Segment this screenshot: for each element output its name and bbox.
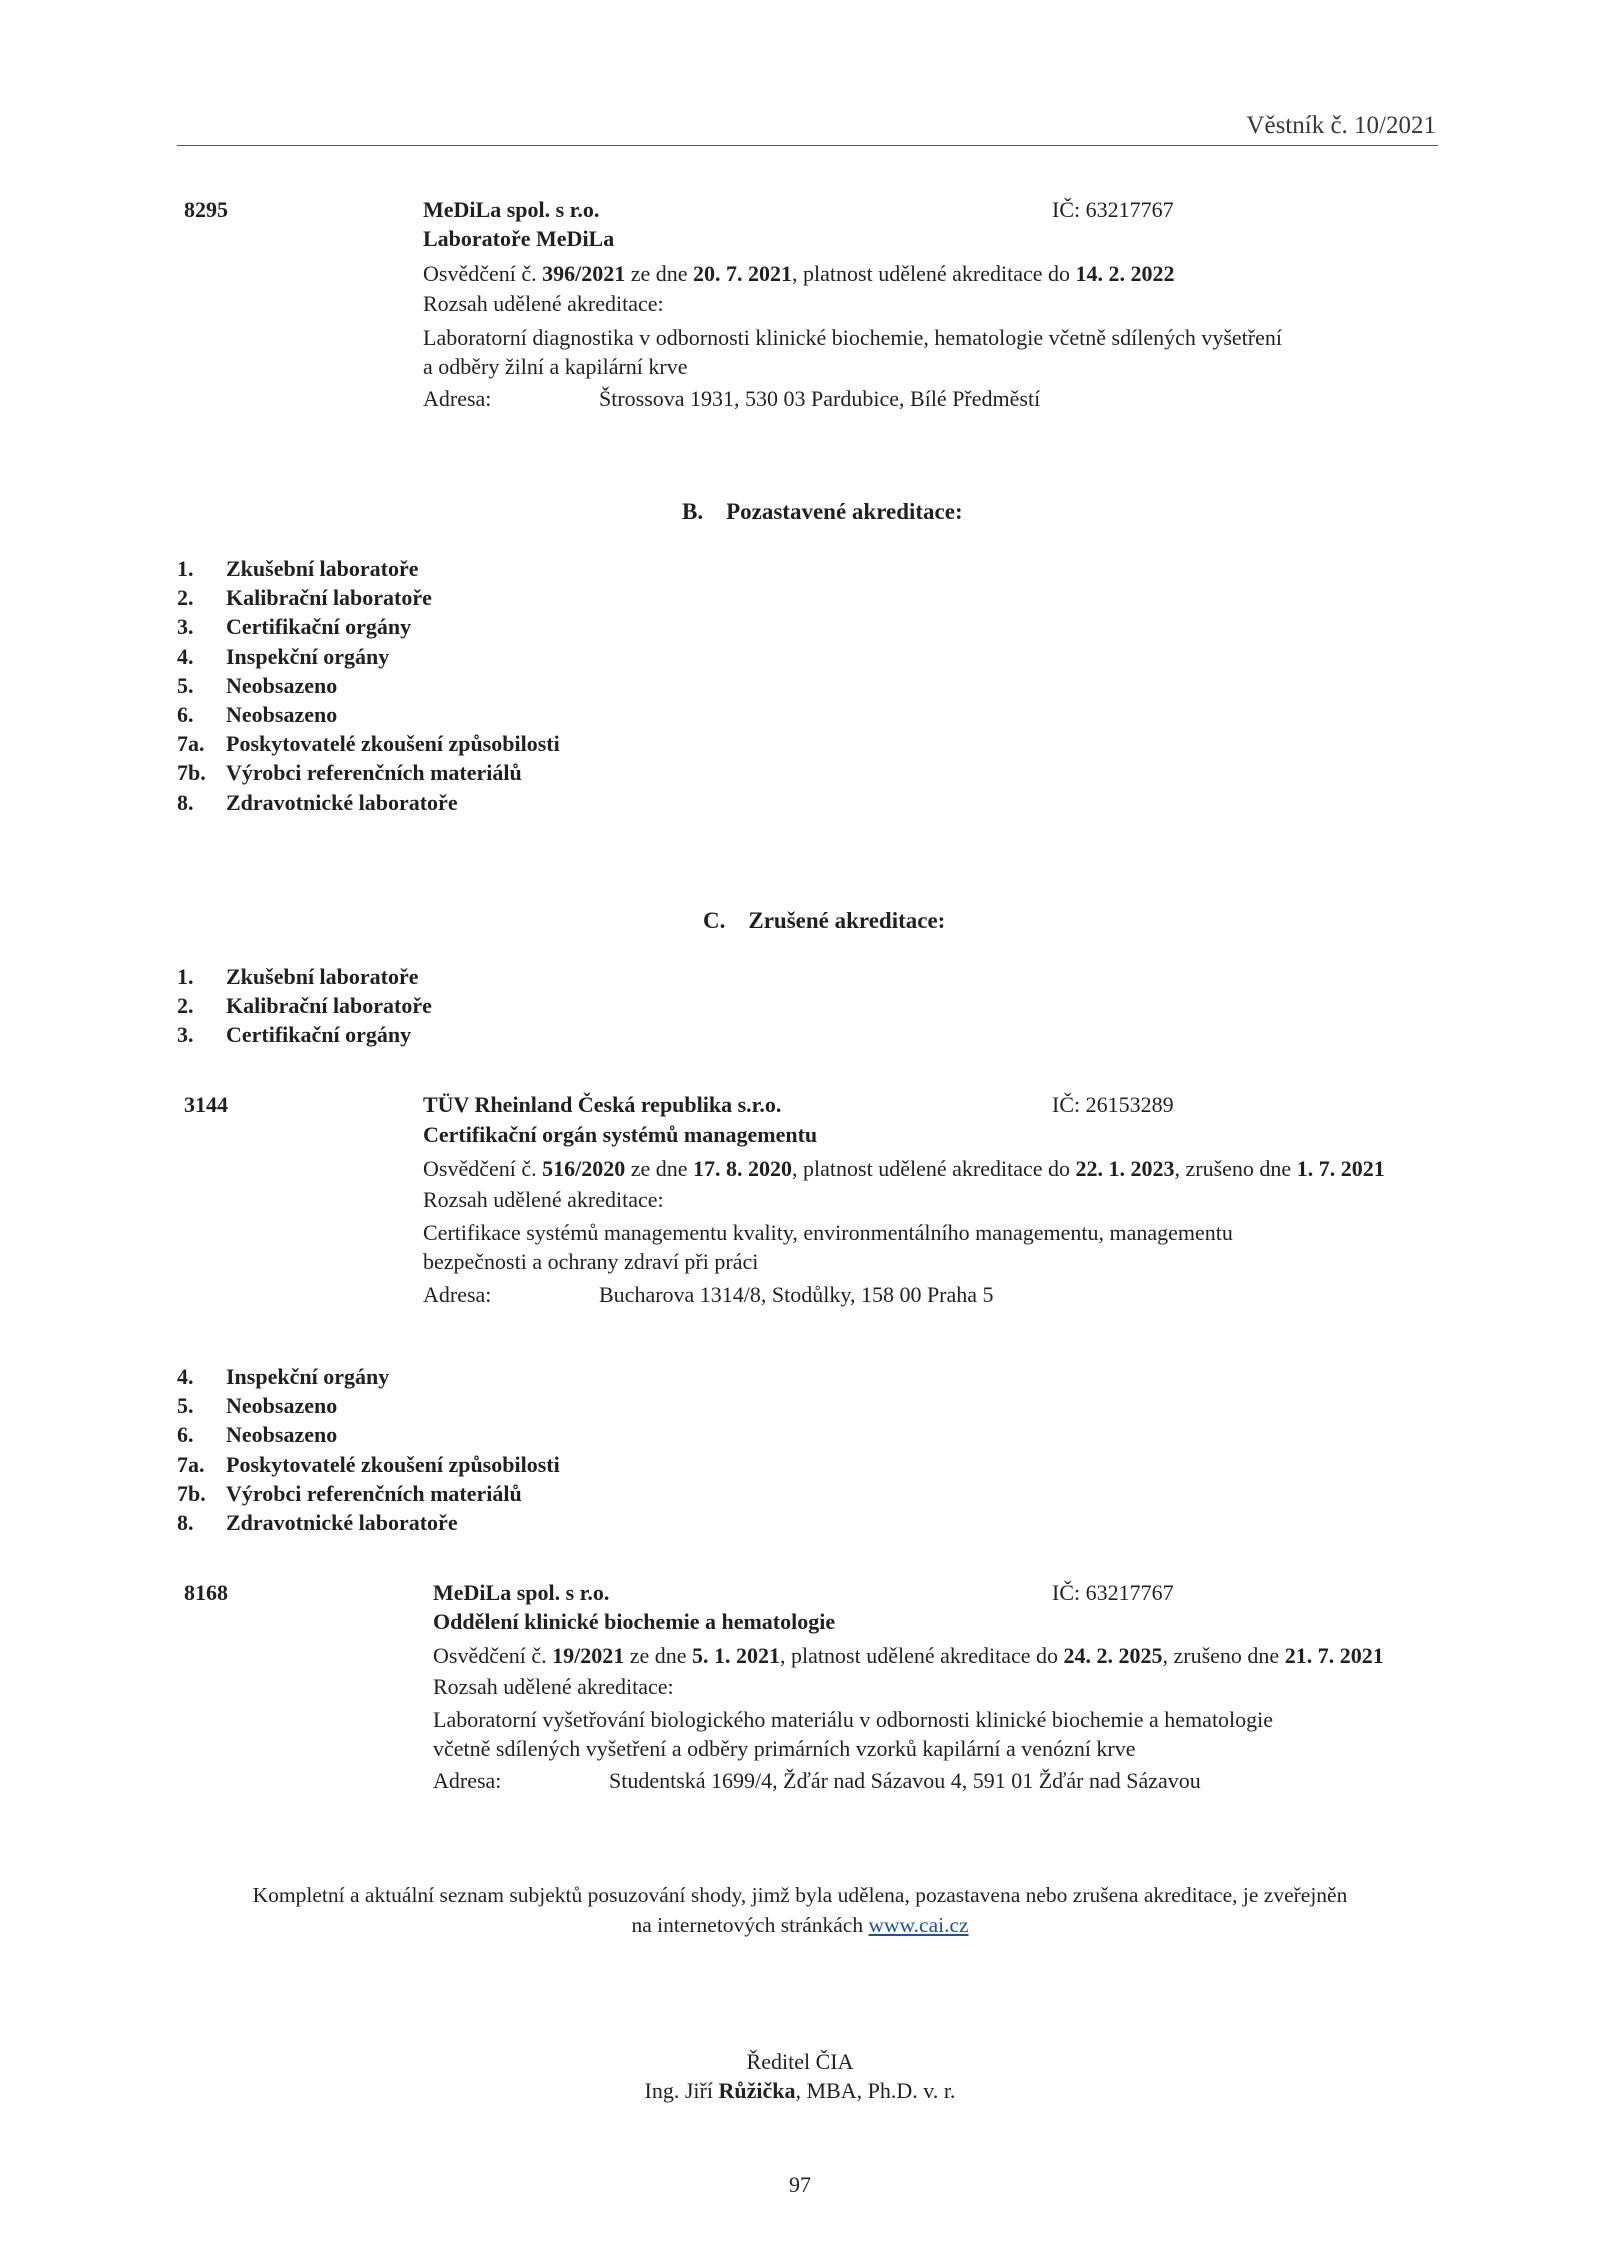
list-item bbox=[177, 760, 560, 789]
list-item-label: Inspekční orgány bbox=[226, 1364, 390, 1389]
list-item bbox=[177, 1022, 432, 1051]
address-value: Bucharova 1314/8, Stodůlky, 158 00 Praha 5 bbox=[599, 1282, 994, 1307]
list-item-number: 3. bbox=[177, 1022, 194, 1048]
list-item-label: Zdravotnické laboratoře bbox=[226, 789, 458, 815]
section-c-list-part2 bbox=[177, 1364, 560, 1539]
list-item-number: 8. bbox=[177, 1509, 194, 1535]
cert-date: 5. 1. 2021 bbox=[692, 1643, 781, 1668]
footnote-line: Kompletní a aktuální seznam subjektů posuzování shody, jimž byla udělena, pozastavena nebo zrušena akreditace, je zveřejněn bbox=[252, 1883, 1348, 1907]
list-item bbox=[177, 1452, 560, 1481]
name-prefix: Ing. Jiří bbox=[644, 2078, 719, 2103]
publication-title: Věstník č. 10/2021 bbox=[1246, 112, 1436, 139]
certificate-line bbox=[423, 1154, 1385, 1183]
list-item-label: Kalibrační laboratoře bbox=[226, 585, 432, 611]
address-line bbox=[433, 1766, 1201, 1795]
list-item bbox=[177, 556, 560, 585]
record-id: 8295 bbox=[184, 197, 228, 222]
list-item-number: 1. bbox=[177, 964, 194, 989]
section-c-heading: C. Zrušené akreditace: bbox=[703, 908, 946, 933]
cert-date: 20. 7. 2021 bbox=[693, 261, 793, 286]
header-divider bbox=[177, 145, 1438, 146]
list-item-label: Kalibrační laboratoře bbox=[226, 993, 432, 1019]
list-item-number: 4. bbox=[177, 1364, 194, 1389]
signature-name bbox=[0, 2076, 1600, 2105]
list-item-number: 5. bbox=[177, 1393, 194, 1419]
list-item bbox=[177, 644, 560, 673]
footnote bbox=[0, 1880, 1600, 1940]
company-ic: IČ: 63217767 bbox=[1052, 197, 1174, 222]
list-item-number: 5. bbox=[177, 672, 194, 698]
cert-valid-until: 14. 2. 2022 bbox=[1075, 261, 1175, 286]
unit-name: Oddělení klinické biochemie a hematologie bbox=[433, 1609, 836, 1634]
list-item-number: 7a. bbox=[177, 731, 205, 757]
record-id: 3144 bbox=[184, 1092, 228, 1117]
list-item bbox=[177, 1481, 560, 1510]
list-item-label: Poskytovatelé zkoušení způsobilosti bbox=[226, 1451, 560, 1477]
list-item-label: Inspekční orgány bbox=[226, 643, 390, 669]
list-item-number: 6. bbox=[177, 1422, 194, 1448]
list-item bbox=[177, 790, 560, 819]
cert-cancelled-date: 21. 7. 2021 bbox=[1284, 1643, 1384, 1668]
cert-text: , platnost udělené akreditace do bbox=[792, 261, 1076, 286]
list-item-label: Zkušební laboratoře bbox=[226, 556, 419, 581]
scope-label: Rozsah udělené akreditace: bbox=[433, 1674, 674, 1699]
cert-cancelled-date: 1. 7. 2021 bbox=[1296, 1156, 1385, 1181]
list-item bbox=[177, 1393, 560, 1422]
cert-number: 396/2021 bbox=[542, 261, 626, 286]
certificate-line bbox=[433, 1641, 1384, 1670]
list-item-label: Certifikační orgány bbox=[226, 1022, 412, 1048]
cert-text: , zrušeno dne bbox=[1162, 1643, 1285, 1668]
certificate-line bbox=[423, 259, 1175, 288]
list-item-label: Neobsazeno bbox=[226, 672, 338, 698]
cert-number: 19/2021 bbox=[552, 1643, 625, 1668]
section-b-heading: B. Pozastavené akreditace: bbox=[682, 499, 963, 524]
address-label: Adresa: bbox=[423, 1282, 492, 1307]
list-item bbox=[177, 585, 560, 614]
cert-text: ze dne bbox=[625, 261, 694, 286]
list-item bbox=[177, 1510, 560, 1539]
list-item-label: Neobsazeno bbox=[226, 701, 338, 727]
scope-text-line: Certifikace systémů managementu kvality, environmentálního managementu, managementu bbox=[423, 1220, 1233, 1245]
list-item-number: 2. bbox=[177, 585, 194, 611]
list-item-label: Neobsazeno bbox=[226, 1393, 338, 1419]
scope-text-line: Laboratorní vyšetřování biologického materiálu v odbornosti klinické biochemie a hematologie bbox=[433, 1707, 1274, 1732]
company-ic: IČ: 63217767 bbox=[1052, 1580, 1174, 1605]
list-item bbox=[177, 993, 432, 1022]
cert-valid-until: 22. 1. 2023 bbox=[1075, 1156, 1175, 1181]
address-line bbox=[423, 1280, 994, 1309]
scope-label: Rozsah udělené akreditace: bbox=[423, 1187, 664, 1212]
list-item-label: Zdravotnické laboratoře bbox=[226, 1509, 458, 1535]
signature-block bbox=[0, 2047, 1600, 2105]
list-item bbox=[177, 702, 560, 731]
list-item-number: 1. bbox=[177, 556, 194, 581]
cert-prefix: Osvědčení č. bbox=[423, 1156, 543, 1181]
cert-text: , platnost udělené akreditace do bbox=[780, 1643, 1064, 1668]
website-link[interactable]: www.cai.cz bbox=[868, 1913, 969, 1937]
cert-valid-until: 24. 2. 2025 bbox=[1063, 1643, 1163, 1668]
list-item-number: 7b. bbox=[177, 760, 206, 786]
list-item-number: 6. bbox=[177, 701, 194, 727]
page-number: 97 bbox=[789, 2172, 811, 2197]
cert-date: 17. 8. 2020 bbox=[693, 1156, 793, 1181]
section-c-list-part1 bbox=[177, 964, 432, 1052]
address-value: Štrossova 1931, 530 03 Pardubice, Bílé Předměstí bbox=[599, 386, 1041, 411]
list-item-number: 7b. bbox=[177, 1480, 206, 1506]
scope-text-line: bezpečnosti a ochrany zdraví při práci bbox=[423, 1249, 759, 1274]
company-name: MeDiLa spol. s r.o. bbox=[423, 197, 600, 222]
signature-role: Ředitel ČIA bbox=[746, 2049, 854, 2074]
scope-label: Rozsah udělené akreditace: bbox=[423, 291, 664, 316]
cert-prefix: Osvědčení č. bbox=[423, 261, 543, 286]
list-item-number: 7a. bbox=[177, 1451, 205, 1477]
list-item-label: Výrobci referenčních materiálů bbox=[226, 1480, 522, 1506]
address-label: Adresa: bbox=[433, 1768, 502, 1793]
list-item bbox=[177, 614, 560, 643]
list-item-number: 8. bbox=[177, 789, 194, 815]
scope-text-line: a odběry žilní a kapilární krve bbox=[423, 354, 688, 379]
section-b-list bbox=[177, 556, 560, 819]
list-item bbox=[177, 673, 560, 702]
cert-prefix: Osvědčení č. bbox=[433, 1643, 553, 1668]
list-item bbox=[177, 731, 560, 760]
address-label: Adresa: bbox=[423, 386, 492, 411]
footnote-text: na internetových stránkách bbox=[631, 1913, 869, 1937]
list-item bbox=[177, 1422, 560, 1451]
name-suffix: , MBA, Ph.D. v. r. bbox=[795, 2078, 956, 2103]
record-id: 8168 bbox=[184, 1580, 228, 1605]
list-item-label: Neobsazeno bbox=[226, 1422, 338, 1448]
scope-text-line: Laboratorní diagnostika v odbornosti klinické biochemie, hematologie včetně sdílených vyšetření bbox=[423, 325, 1282, 350]
footnote-line bbox=[0, 1910, 1600, 1940]
company-ic: IČ: 26153289 bbox=[1052, 1092, 1174, 1117]
address-line bbox=[423, 384, 1040, 413]
unit-name: Certifikační orgán systémů managementu bbox=[423, 1122, 818, 1147]
cert-number: 516/2020 bbox=[542, 1156, 626, 1181]
name-surname: Růžička bbox=[718, 2078, 796, 2103]
cert-text: ze dne bbox=[625, 1156, 694, 1181]
list-item-number: 3. bbox=[177, 614, 194, 640]
list-item-number: 2. bbox=[177, 993, 194, 1019]
list-item-label: Poskytovatelé zkoušení způsobilosti bbox=[226, 731, 560, 757]
cert-text: , zrušeno dne bbox=[1174, 1156, 1297, 1181]
list-item-number: 4. bbox=[177, 643, 194, 669]
cert-text: , platnost udělené akreditace do bbox=[792, 1156, 1076, 1181]
company-name: TÜV Rheinland Česká republika s.r.o. bbox=[423, 1092, 782, 1117]
cert-text: ze dne bbox=[624, 1643, 693, 1668]
list-item-label: Výrobci referenčních materiálů bbox=[226, 760, 522, 786]
company-name: MeDiLa spol. s r.o. bbox=[433, 1580, 610, 1605]
address-value: Studentská 1699/4, Žďár nad Sázavou 4, 591 01 Žďár nad Sázavou bbox=[609, 1768, 1201, 1793]
list-item-label: Zkušební laboratoře bbox=[226, 964, 419, 989]
list-item-label: Certifikační orgány bbox=[226, 614, 412, 640]
list-item bbox=[177, 1364, 560, 1393]
scope-text-line: včetně sdílených vyšetření a odběry primárních vzorků kapilární a venózní krve bbox=[433, 1736, 1136, 1761]
unit-name: Laboratoře MeDiLa bbox=[423, 226, 615, 251]
list-item bbox=[177, 964, 432, 993]
